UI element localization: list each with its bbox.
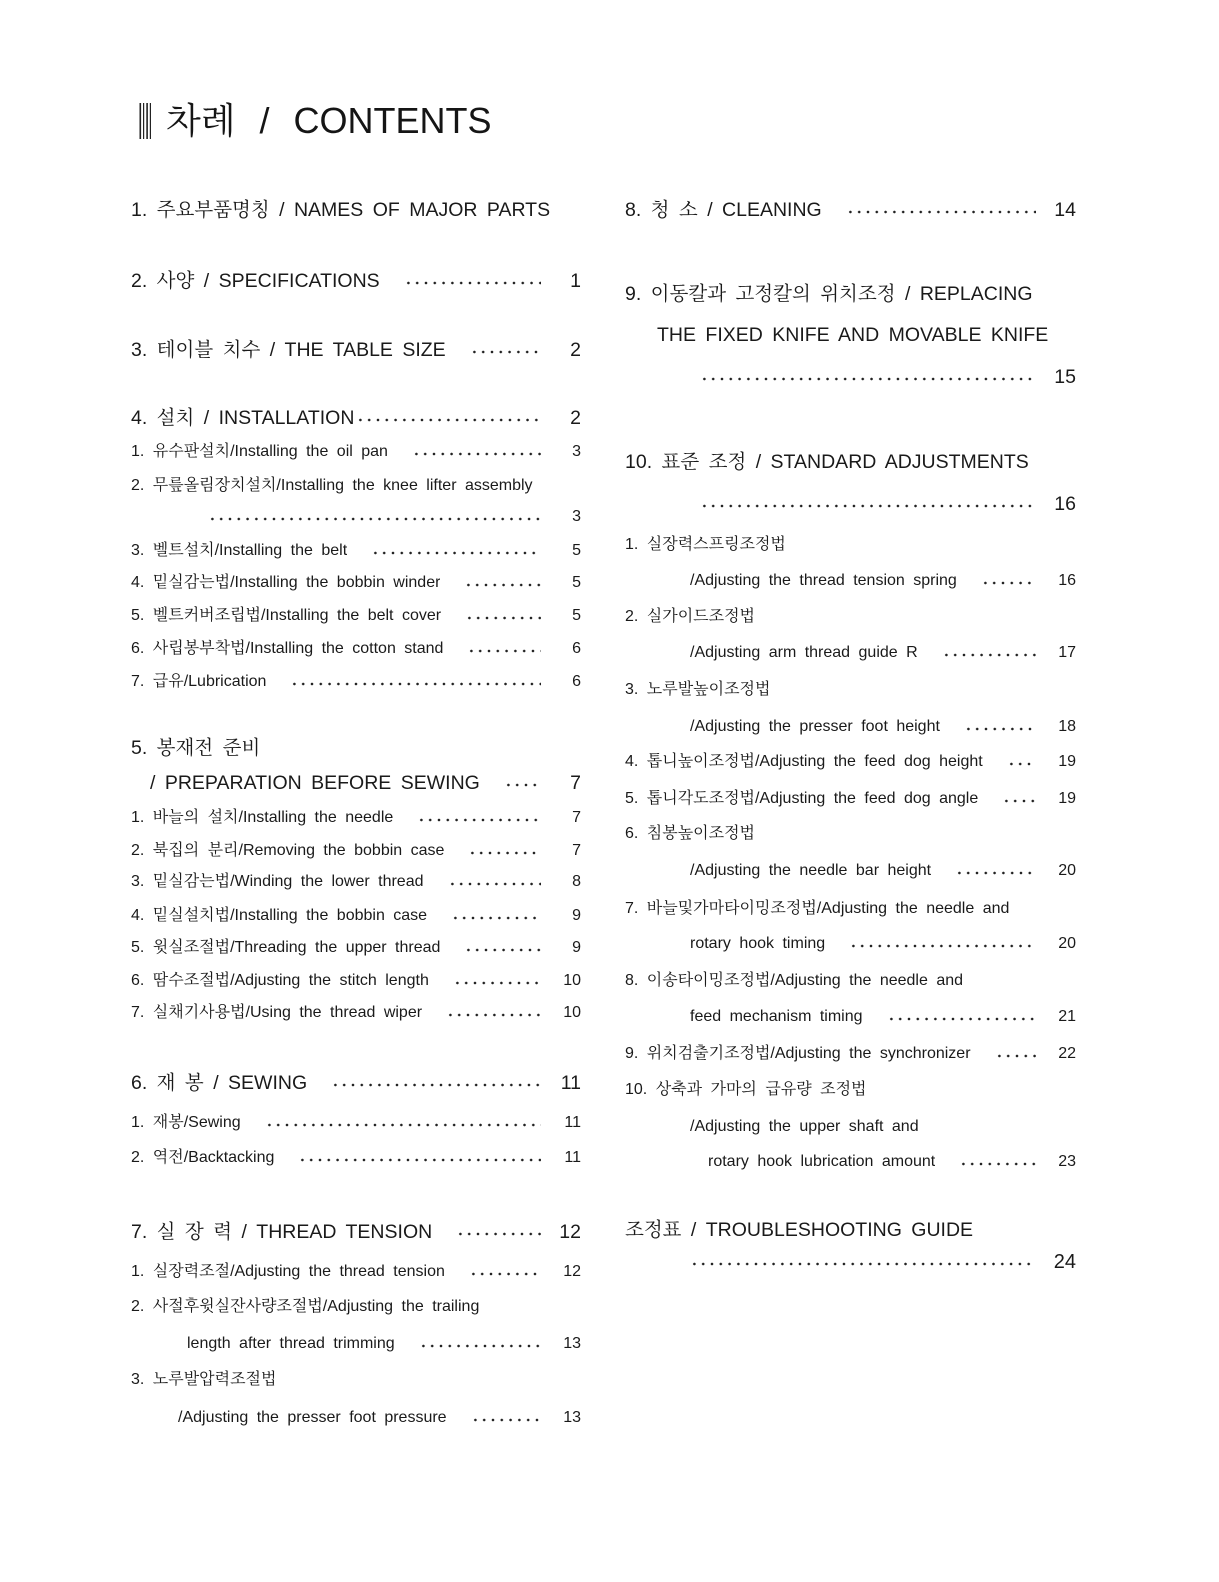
page-number: 6	[572, 673, 581, 690]
entry-label: 10. 상축과 가마의 급유량 조정법	[625, 1081, 867, 1098]
dot-leader	[964, 714, 1036, 740]
entry-label: 3. 노루발높이조정법	[625, 681, 771, 698]
dot-leader	[995, 1041, 1036, 1067]
toc-entry-table-size	[131, 337, 581, 363]
toc-entry-needle-bar-kr	[625, 821, 1076, 847]
page-number: 20	[1058, 862, 1076, 879]
page-number: 21	[1058, 1008, 1076, 1025]
toc-entry-thread-wiper	[131, 1000, 581, 1026]
entry-label: 5. 봉재전 준비	[131, 737, 261, 759]
toc-entry-preparation	[131, 770, 581, 796]
dot-leader	[453, 968, 541, 994]
dot-leader	[849, 931, 1036, 957]
toc-entry-synchronizer	[625, 1041, 1076, 1067]
page-number: 18	[1058, 718, 1076, 735]
dot-leader	[700, 491, 1036, 517]
entry-label: 4. 밑실감는법/Installing the bobbin winder	[131, 574, 441, 591]
toc-entry-install-bobbin-case	[131, 903, 581, 929]
toc-entry-belt	[131, 538, 581, 564]
dot-leader	[471, 1405, 541, 1431]
toc-entry-presser-height	[625, 714, 1076, 740]
toc-entry-lubrication-amount-kr	[625, 1077, 1076, 1103]
entry-label: 4. 설치 / INSTALLATION	[131, 407, 355, 429]
page-number: 8	[572, 873, 581, 890]
toc-entry-remove-bobbin-case	[131, 838, 581, 864]
toc-entry-preparation-kr	[131, 735, 581, 761]
dot-leader	[469, 1259, 541, 1285]
dot-leader	[468, 838, 541, 864]
entry-label: /Adjusting the needle bar height	[690, 862, 932, 879]
entry-label: 1. 유수판설치/Installing the oil pan	[131, 443, 388, 460]
page-number: 11	[564, 1149, 581, 1166]
toc-entry-needle	[131, 805, 581, 831]
toc-entry-lubrication-amount-cont	[625, 1149, 1076, 1175]
toc-left-column	[131, 0, 581, 1582]
toc-entry-presser-pressure	[131, 1405, 581, 1431]
page-number: 12	[563, 1263, 581, 1280]
toc-entry-knee-lifter	[131, 473, 581, 499]
entry-label: 9. 위치검출기조정법/Adjusting the synchronizer	[625, 1045, 971, 1062]
entry-label: 1. 바늘의 설치/Installing the needle	[131, 809, 394, 826]
dot-leader	[955, 858, 1036, 884]
toc-entry-sewing-sub	[131, 1110, 581, 1136]
toc-entry-troubleshooting-page	[625, 1249, 1076, 1275]
dot-leader	[446, 1000, 541, 1026]
entry-label: /Adjusting the thread tension spring	[690, 572, 957, 589]
dot-leader	[846, 197, 1036, 223]
entry-label: THE FIXED KNIFE AND MOVABLE KNIFE	[657, 324, 1049, 346]
dot-leader	[690, 1249, 1036, 1275]
page-number: 3	[572, 508, 581, 525]
dot-leader	[1007, 749, 1036, 775]
entry-label: 7. 실채기사용법/Using the thread wiper	[131, 1004, 423, 1021]
entry-label: 3. 벨트설치/Installing the belt	[131, 542, 348, 559]
page-number: 9	[572, 939, 581, 956]
toc-entry-lubrication-amount	[625, 1114, 1076, 1140]
toc-entry-troubleshooting	[625, 1217, 1076, 1243]
page-number: 2	[570, 339, 581, 361]
toc-entry-presser-pressure-kr	[131, 1367, 581, 1393]
entry-label: 9. 이동칼과 고정칼의 위치조정 / REPLACING	[625, 283, 1033, 305]
entry-label: 2. 역전/Backtacking	[131, 1149, 275, 1166]
toc-entry-feed-timing	[625, 968, 1076, 994]
toc-entry-thread-tension	[131, 1219, 581, 1245]
dot-leader	[700, 364, 1036, 390]
toc-entry-sewing	[131, 1070, 581, 1096]
dot-leader	[371, 538, 541, 564]
page-number: 12	[559, 1221, 581, 1243]
toc-entry-trailing-length-cont	[131, 1331, 581, 1357]
page-number: 7	[572, 809, 581, 826]
toc-entry-cleaning	[625, 197, 1076, 223]
entry-label: 1. 실장력조절/Adjusting the thread tension	[131, 1263, 445, 1280]
toc-entry-trailing-length	[131, 1294, 581, 1320]
page-number: 20	[1058, 935, 1076, 952]
toc-entry-feed-timing-cont	[625, 1004, 1076, 1030]
entry-label: 2. 사양 / SPECIFICATIONS	[131, 270, 380, 292]
toc-entry-replacing-knife	[625, 281, 1076, 307]
page-number: 10	[563, 972, 581, 989]
entry-label: 3. 노루발압력조절법	[131, 1371, 277, 1388]
page-number: 5	[572, 607, 581, 624]
entry-label: rotary hook lubrication amount	[708, 1153, 936, 1170]
page-number: 16	[1054, 493, 1076, 515]
dot-leader	[412, 439, 541, 465]
toc-entry-feed-dog-height	[625, 749, 1076, 775]
toc-entry-bobbin-winder	[131, 570, 581, 596]
dot-leader	[331, 1070, 541, 1096]
entry-label: 5. 윗실조절법/Threading the upper thread	[131, 939, 441, 956]
entry-label: 8. 청 소 / CLEANING	[625, 199, 822, 221]
toc-entry-knee-lifter-page	[131, 504, 581, 530]
entry-label: 2. 무릎올림장치설치/Installing the knee lifter assembly	[131, 477, 533, 494]
entry-label: 2. 북집의 분리/Removing the bobbin case	[131, 842, 445, 859]
page-number: 13	[563, 1335, 581, 1352]
page-number: 19	[1058, 753, 1076, 770]
entry-label: 조정표 / TROUBLESHOOTING GUIDE	[625, 1219, 974, 1241]
dot-leader	[464, 570, 541, 596]
toc-entry-replacing-knife-cont	[625, 322, 1076, 348]
dot-leader	[356, 405, 541, 431]
dot-leader	[887, 1004, 1036, 1030]
page-number: 1	[570, 270, 581, 292]
toc-entry-upper-thread	[131, 935, 581, 961]
page-number: 5	[572, 574, 581, 591]
dot-leader	[290, 669, 541, 695]
toc-entry-lubrication	[131, 669, 581, 695]
entry-label: 1. 주요부품명칭 / NAMES OF MAJOR PARTS	[131, 199, 551, 221]
toc-entry-oil-pan	[131, 439, 581, 465]
dot-leader	[404, 268, 541, 294]
dot-leader	[419, 1331, 541, 1357]
toc-entry-presser-height-kr	[625, 677, 1076, 703]
entry-label: / PREPARATION BEFORE SEWING	[150, 772, 480, 794]
page-number: 7	[572, 842, 581, 859]
toc-entry-hook-timing-cont	[625, 931, 1076, 957]
dot-leader	[208, 504, 541, 530]
dot-leader	[467, 636, 541, 662]
toc-entry-replacing-knife-page	[625, 364, 1076, 390]
entry-label: 4. 톱니높이조정법/Adjusting the feed dog height	[625, 753, 983, 770]
dot-leader	[942, 640, 1036, 666]
page-number: 11	[564, 1114, 581, 1131]
toc-entry-tension-spring-kr	[625, 532, 1076, 558]
page-number: 15	[1054, 366, 1076, 388]
toc-entry-adjust-thread-tension	[131, 1259, 581, 1285]
entry-label: 4. 밑실설치법/Installing the bobbin case	[131, 907, 428, 924]
toc-entry-standard-adjustments-page	[625, 491, 1076, 517]
page-number: 14	[1054, 199, 1076, 221]
page-number: 17	[1058, 644, 1076, 661]
entry-label: 5. 톱니각도조정법/Adjusting the feed dog angle	[625, 790, 979, 807]
page-number: 6	[572, 640, 581, 657]
dot-leader	[1002, 786, 1036, 812]
entry-label: 5. 벨트커버조립법/Installing the belt cover	[131, 607, 442, 624]
page-number: 23	[1058, 1153, 1076, 1170]
entry-label: feed mechanism timing	[690, 1008, 863, 1025]
dot-leader	[504, 770, 541, 796]
toc-entry-needle-bar	[625, 858, 1076, 884]
toc-entry-stitch-length	[131, 968, 581, 994]
entry-label: 7. 급유/Lubrication	[131, 673, 267, 690]
page-number: 9	[572, 907, 581, 924]
page-number: 3	[572, 443, 581, 460]
title-text: 차례 / CONTENTS	[166, 100, 492, 141]
entry-label: 6. 사립봉부착법/Installing the cotton stand	[131, 640, 444, 657]
toc-entry-standard-adjustments	[625, 449, 1076, 475]
entry-label: length after thread trimming	[187, 1335, 395, 1352]
toc-entry-backtacking	[131, 1145, 581, 1171]
toc-entry-thread-guide	[625, 640, 1076, 666]
dot-leader	[465, 603, 541, 629]
page-number: 2	[570, 407, 581, 429]
toc-entry-tension-spring	[625, 568, 1076, 594]
entry-label: 3. 밑실감는법/Winding the lower thread	[131, 873, 424, 890]
entry-label: /Adjusting the upper shaft and	[690, 1118, 919, 1135]
toc-entry-major-parts	[131, 197, 581, 223]
entry-label: rotary hook timing	[690, 935, 826, 952]
dot-leader	[981, 568, 1036, 594]
entry-label: /Adjusting arm thread guide R	[690, 644, 918, 661]
entry-label: 6. 땀수조절법/Adjusting the stitch length	[131, 972, 429, 989]
page-number: 22	[1058, 1045, 1076, 1062]
dot-leader	[265, 1110, 541, 1136]
toc-entry-feed-dog-angle	[625, 786, 1076, 812]
entry-label: 1. 실장력스프링조정법	[625, 536, 786, 553]
toc-entry-hook-timing	[625, 896, 1076, 922]
entry-label: 2. 사절후윗실잔사량조절법/Adjusting the trailing	[131, 1298, 480, 1315]
page-number: 19	[1058, 790, 1076, 807]
entry-label: 3. 테이블 치수 / THE TABLE SIZE	[131, 339, 446, 361]
page-number: 5	[572, 542, 581, 559]
entry-label: 6. 재 봉 / SEWING	[131, 1072, 308, 1094]
toc-right-column	[625, 0, 1076, 1582]
toc-entry-specifications	[131, 268, 581, 294]
page-number: 16	[1058, 572, 1076, 589]
dot-leader	[464, 935, 541, 961]
dot-leader	[451, 903, 541, 929]
page-number: 7	[570, 772, 581, 794]
entry-label: 1. 재봉/Sewing	[131, 1114, 241, 1131]
toc-entry-lower-thread	[131, 869, 581, 895]
page-number: 11	[560, 1072, 581, 1094]
entry-label: 7. 바늘및가마타이밍조정법/Adjusting the needle and	[625, 900, 1010, 917]
entry-label: 2. 실가이드조정법	[625, 608, 755, 625]
dot-leader	[959, 1149, 1036, 1175]
page-number: 10	[563, 1004, 581, 1021]
toc-entry-thread-guide-kr	[625, 604, 1076, 630]
dot-leader	[298, 1145, 541, 1171]
toc-entry-cotton-stand	[131, 636, 581, 662]
toc-entry-belt-cover	[131, 603, 581, 629]
dot-leader	[417, 805, 541, 831]
entry-label: 10. 표준 조정 / STANDARD ADJUSTMENTS	[625, 451, 1029, 473]
page-number: 13	[563, 1409, 581, 1426]
entry-label: 6. 침봉높이조정법	[625, 825, 755, 842]
entry-label: /Adjusting the presser foot height	[690, 718, 940, 735]
dot-leader	[448, 869, 542, 895]
toc-entry-installation	[131, 405, 581, 431]
entry-label: /Adjusting the presser foot pressure	[178, 1409, 447, 1426]
entry-label: 8. 이송타이밍조정법/Adjusting the needle and	[625, 972, 964, 989]
page-number: 24	[1053, 1251, 1076, 1273]
entry-label: 7. 실 장 력 / THREAD TENSION	[131, 1221, 433, 1243]
dot-leader	[456, 1219, 541, 1245]
dot-leader	[470, 337, 541, 363]
